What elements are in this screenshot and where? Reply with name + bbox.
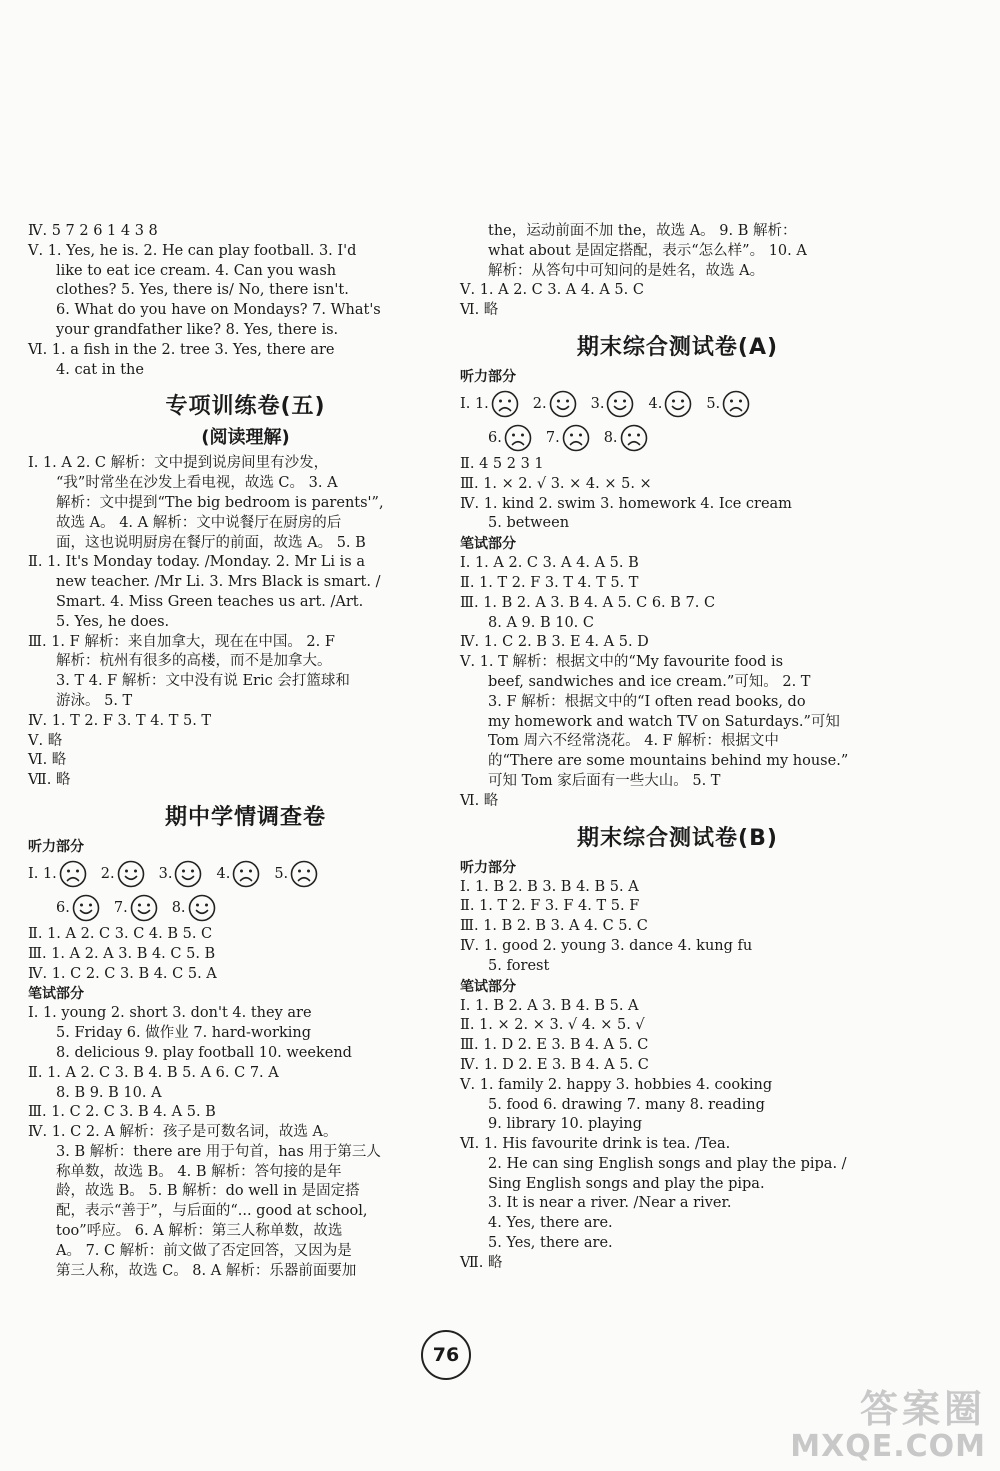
answer-line: 第三人称，故选 C。 8. A 解析：乐器前面要加: [56, 1262, 357, 1279]
answer-line: 4. cat in the: [56, 361, 144, 378]
right-column: [460, 222, 895, 1274]
answer-line: Ⅴ. 略: [28, 732, 63, 749]
answer-line: 配，表示“善于”，与后面的“... good at school,: [56, 1203, 368, 1220]
answer-line: 解析：文中提到“The big bedroom is parents'”,: [56, 494, 384, 511]
sad-face-icon: [562, 424, 590, 452]
watermark-bottom: MXQE.COM: [790, 1429, 986, 1464]
part-label: 听力部分: [28, 838, 84, 855]
answer-line: 4. Yes, there are.: [488, 1215, 613, 1232]
answer-line: 3. B 解析：there are 用于句首，has 用于第三人: [56, 1143, 381, 1160]
section-subheading: (阅读理解): [201, 427, 290, 449]
smiley-face-icon: [664, 390, 692, 418]
face-answer-number: 5.: [274, 865, 289, 882]
watermark: [790, 1387, 986, 1463]
face-answer-number: 5.: [706, 395, 721, 412]
face-answer-row: [460, 387, 895, 421]
section-heading: 期中学情调查卷: [164, 804, 326, 830]
section-heading: 期末综合测试卷(A): [576, 334, 779, 360]
answer-line: Ⅱ. 1. × 2. × 3. √ 4. × 5. √: [460, 1017, 645, 1034]
part-label: 笔试部分: [28, 986, 84, 1003]
answer-line: 5. between: [488, 515, 570, 532]
smiley-face-icon: [72, 894, 100, 922]
face-answer-number: 3.: [590, 395, 605, 412]
face-answer-number: 2.: [532, 395, 547, 412]
answer-line: Ⅶ. 略: [460, 1254, 503, 1271]
part-label: 听力部分: [460, 859, 516, 876]
answer-line: Ⅱ. 4 5 2 3 1: [460, 455, 544, 472]
answer-line: Ⅲ. 1. F 解析：来自加拿大，现在在中国。 2. F: [28, 633, 335, 650]
answer-line: Ⅰ. 1. A 2. C 3. A 4. A 5. B: [460, 555, 639, 572]
answer-line: new teacher. /Mr Li. 3. Mrs Black is smart. /: [56, 574, 381, 591]
answer-line: 可知 Tom 家后面有一些大山。 5. T: [488, 772, 721, 789]
answer-line: Ⅳ. 1. D 2. E 3. B 4. A 5. C: [460, 1056, 649, 1073]
answer-line: Ⅳ. 5 7 2 6 1 4 3 8: [28, 223, 158, 239]
answer-line: the，运动前面不加 the，故选 A。 9. B 解析：: [488, 223, 797, 239]
answer-line: Tom 周六不经常浇花。 4. F 解析：根据文中: [488, 733, 779, 750]
answer-line: Ⅰ. 1. B 2. A 3. B 4. B 5. A: [460, 997, 639, 1014]
answer-line: 游泳。 5. T: [56, 692, 133, 709]
face-answer-number: 6.: [56, 899, 70, 916]
answer-line: Ⅲ. 1. × 2. √ 3. × 4. × 5. ×: [460, 475, 652, 492]
face-answer-number: 4.: [216, 865, 231, 882]
answer-line: 5. Yes, there are.: [488, 1235, 613, 1252]
part-label: 听力部分: [460, 368, 516, 385]
answer-line: 称单数，故选 B。 4. B 解析：答句接的是年: [56, 1163, 342, 1180]
answer-line: Ⅲ. 1. D 2. E 3. B 4. A 5. C: [460, 1037, 649, 1054]
answer-line: Ⅴ. 1. Yes, he is. 2. He can play football. 3. I'd: [28, 242, 357, 259]
answer-line: 8. delicious 9. play football 10. weekend: [56, 1044, 352, 1061]
answer-line: Ⅵ. 1. a fish in the 2. tree 3. Yes, there are: [28, 341, 335, 358]
answer-line: Ⅱ. 1. T 2. F 3. T 4. T 5. T: [460, 574, 639, 591]
part-label: 笔试部分: [460, 536, 516, 553]
face-answer-number: 7.: [113, 899, 128, 916]
answer-line: my homework and watch TV on Saturdays.”可知: [488, 713, 840, 730]
answer-line: Ⅳ. 1. T 2. F 3. T 4. T 5. T: [28, 712, 212, 729]
answer-line: Smart. 4. Miss Green teaches us art. /Art.: [56, 593, 364, 610]
answer-line: 故选 A。 4. A 解析：文中说餐厅在厨房的后: [56, 514, 342, 531]
answer-line: Ⅰ. 1. young 2. short 3. don't 4. they are: [28, 1005, 312, 1022]
answer-line: 9. library 10. playing: [488, 1116, 642, 1133]
answer-line: 3. T 4. F 解析：文中没有说 Eric 会打篮球和: [56, 673, 350, 690]
answer-line: “我”时常坐在沙发上看电视，故选 C。 3. A: [56, 475, 338, 492]
answer-line: Ⅳ. 1. kind 2. swim 3. homework 4. Ice cream: [460, 495, 792, 512]
answer-line: like to eat ice cream. 4. Can you wash: [56, 262, 337, 279]
answer-line: Ⅱ. 1. It's Monday today. /Monday. 2. Mr Li is a: [28, 554, 365, 571]
sad-face-icon: [59, 860, 87, 888]
answer-line: Ⅳ. 1. C 2. A 解析：孩子是可数名词，故选 A。: [28, 1124, 338, 1141]
answer-line: 8. A 9. B 10. C: [488, 614, 594, 631]
answer-line: Ⅵ. 略: [460, 792, 499, 809]
face-answer-number: 7.: [545, 429, 560, 446]
answer-line: Ⅴ. 1. T 解析：根据文中的“My favourite food is: [460, 654, 784, 671]
section-heading: 期末综合测试卷(B): [577, 825, 778, 851]
answer-line: 5. Friday 6. 做作业 7. hard-working: [56, 1025, 312, 1042]
answer-line: Ⅰ. 1. A 2. C 解析：文中提到说房间里有沙发，: [28, 455, 329, 472]
answer-line: Ⅵ. 1. His favourite drink is tea. /Tea.: [460, 1136, 731, 1153]
answer-line: Ⅳ. 1. C 2. B 3. E 4. A 5. D: [460, 634, 649, 651]
answer-line: Ⅳ. 1. C 2. C 3. B 4. C 5. A: [28, 965, 217, 982]
answer-line: Ⅴ. 1. A 2. C 3. A 4. A 5. C: [460, 282, 644, 299]
answer-line: 5. Yes, he does.: [56, 613, 170, 630]
left-column: [28, 222, 463, 1281]
answer-line: Ⅲ. 1. B 2. A 3. B 4. A 5. C 6. B 7. C: [460, 594, 716, 611]
answer-line: 解析：杭州有很多的高楼，而不是加拿大。: [56, 653, 332, 670]
face-answer-number: 8.: [171, 899, 186, 916]
answer-line: 3. F 解析：根据文中的“I often read books, do: [488, 693, 806, 710]
answer-line: Ⅴ. 1. family 2. happy 3. hobbies 4. cooking: [460, 1076, 773, 1093]
watermark-top: 答案圈: [859, 1387, 986, 1431]
answer-line: 5. food 6. drawing 7. many 8. reading: [488, 1096, 765, 1113]
face-answer-number: 6.: [488, 429, 502, 446]
smiley-face-icon: [188, 894, 216, 922]
face-answer-number: Ⅰ. 1.: [460, 395, 489, 412]
answer-line: beef, sandwiches and ice cream.”可知。 2. T: [488, 673, 811, 690]
answer-line: 5. forest: [488, 957, 550, 974]
smiley-face-icon: [549, 390, 577, 418]
answer-line: A。 7. C 解析：前文做了否定回答，又因为是: [56, 1242, 352, 1259]
face-answer-number: 3.: [158, 865, 173, 882]
answer-line: Ⅲ. 1. A 2. A 3. B 4. C 5. B: [28, 945, 216, 962]
answer-line: Sing English songs and play the pipa.: [488, 1175, 765, 1192]
sad-face-icon: [290, 860, 318, 888]
face-answer-number: 8.: [603, 429, 618, 446]
answer-line: 3. It is near a river. /Near a river.: [488, 1195, 732, 1212]
answer-line: Ⅳ. 1. good 2. young 3. dance 4. kung fu: [460, 937, 753, 954]
smiley-face-icon: [117, 860, 145, 888]
smiley-face-icon: [130, 894, 158, 922]
answer-line: Ⅱ. 1. T 2. F 3. F 4. T 5. F: [460, 898, 640, 915]
answer-line: Ⅲ. 1. B 2. B 3. A 4. C 5. C: [460, 918, 648, 935]
answer-line: Ⅵ. 略: [28, 752, 67, 769]
sad-face-icon: [722, 390, 750, 418]
sad-face-icon: [620, 424, 648, 452]
answer-line: 的“There are some mountains behind my house.”: [488, 753, 849, 770]
answer-line: Ⅵ. 略: [460, 302, 499, 319]
answer-line: 龄，故选 B。 5. B 解析：do well in 是固定搭: [56, 1183, 360, 1200]
answer-line: too”呼应。 6. A 解析：第三人称单数，故选: [56, 1223, 343, 1240]
sad-face-icon: [491, 390, 519, 418]
smiley-face-icon: [606, 390, 634, 418]
answer-line: 面，这也说明厨房在餐厅的前面，故选 A。 5. B: [56, 534, 366, 551]
part-label: 笔试部分: [460, 978, 516, 995]
answer-line: Ⅰ. 1. B 2. B 3. B 4. B 5. A: [460, 878, 639, 895]
answer-line: what about 是固定搭配，表示“怎么样”。 10. A: [488, 242, 807, 259]
sad-face-icon: [232, 860, 260, 888]
answer-line: 6. What do you have on Mondays? 7. What's: [56, 302, 381, 319]
smiley-face-icon: [174, 860, 202, 888]
face-answer-row: [28, 857, 463, 891]
answer-line: Ⅶ. 略: [28, 772, 71, 789]
face-answer-row: [28, 891, 463, 925]
sad-face-icon: [504, 424, 532, 452]
answer-line: Ⅱ. 1. A 2. C 3. C 4. B 5. C: [28, 925, 213, 942]
answer-line: clothes? 5. Yes, there is/ No, there isn't.: [56, 282, 349, 299]
face-answer-number: 2.: [100, 865, 115, 882]
section-heading: 专项训练卷(五): [165, 394, 326, 420]
page-number: 76: [421, 1330, 471, 1380]
answer-line: Ⅲ. 1. C 2. C 3. B 4. A 5. B: [28, 1104, 216, 1121]
face-answer-number: 4.: [648, 395, 663, 412]
answer-line: 2. He can sing English songs and play the pipa. /: [488, 1155, 847, 1172]
answer-line: 8. B 9. B 10. A: [56, 1084, 162, 1101]
answer-line: your grandfather like? 8. Yes, there is.: [56, 321, 339, 338]
answer-line: 解析：从答句中可知问的是姓名，故选 A。: [488, 262, 765, 279]
face-answer-row: [460, 421, 895, 455]
answer-line: Ⅱ. 1. A 2. C 3. B 4. B 5. A 6. C 7. A: [28, 1064, 279, 1081]
face-answer-number: Ⅰ. 1.: [28, 865, 57, 882]
